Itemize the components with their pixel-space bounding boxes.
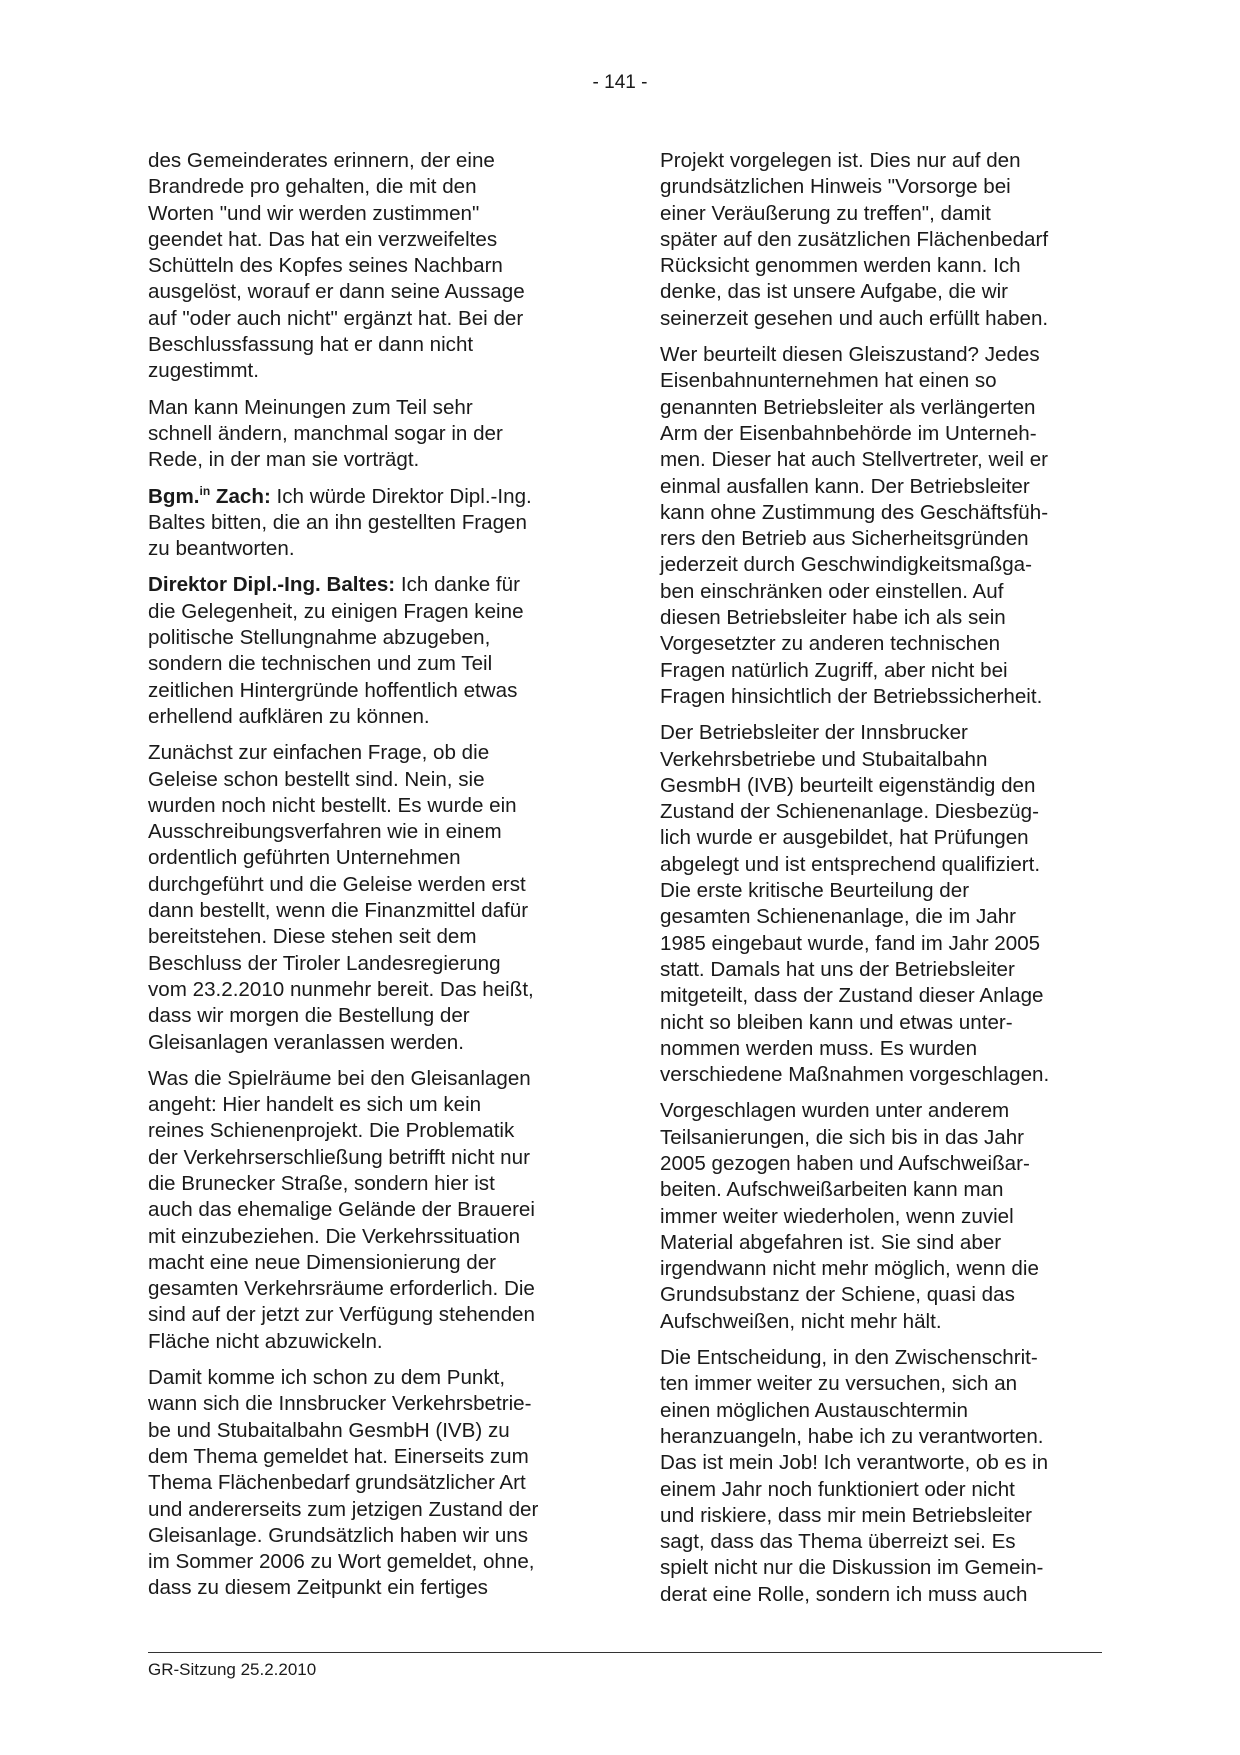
text-line: spielt nicht nur die Diskussion im Gemein- xyxy=(660,1556,1044,1580)
text-line: Thema Flächenbedarf grundsätzlicher Art xyxy=(148,1471,526,1495)
text-line: einen möglichen Austauschtermin xyxy=(660,1398,968,1422)
text-line: seinerzeit gesehen und auch erfüllt haben. xyxy=(660,306,1049,330)
text-line: politische Stellungnahme abzugeben, xyxy=(148,626,491,650)
paragraph xyxy=(148,1066,588,1355)
paragraph xyxy=(148,395,588,474)
text-line: die Brunecker Straße, sondern hier ist xyxy=(148,1171,495,1195)
text-line: zugestimmt. xyxy=(148,359,260,383)
text-line: Beschlussfassung hat er dann nicht xyxy=(148,333,474,357)
text-line: ten immer weiter zu versuchen, sich an xyxy=(660,1372,1018,1396)
text-line: Zunächst zur einfachen Frage, ob die xyxy=(148,741,490,765)
text-line: Zustand der Schienenanlage. Diesbezüg- xyxy=(660,800,1039,824)
text-line: Baltes bitten, die an ihn gestellten Fragen xyxy=(148,510,527,534)
text-line: sondern die technischen und zum Teil xyxy=(148,652,493,676)
text-line: Rede, in der man sie vorträgt. xyxy=(148,448,420,472)
text-line: Projekt vorgelegen ist. Dies nur auf den xyxy=(660,149,1021,172)
text-line: Was die Spielräume bei den Gleisanlagen xyxy=(148,1066,531,1090)
paragraph xyxy=(660,342,1105,710)
text-line: einer Veräußerung zu treffen", damit xyxy=(660,201,991,225)
text-line: Worten "und wir werden zustimmen" xyxy=(148,201,480,225)
text-line: be und Stubaitalbahn GesmbH (IVB) zu xyxy=(148,1418,510,1442)
text-line: auch das ehemalige Gelände der Brauerei xyxy=(148,1198,535,1222)
text-line: wann sich die Innsbrucker Verkehrsbetrie- xyxy=(148,1392,532,1416)
text-line: ordentlich geführten Unternehmen xyxy=(148,846,461,870)
text-line: lich wurde er ausgebildet, hat Prüfungen xyxy=(660,826,1029,850)
text-line: die Gelegenheit, zu einigen Fragen keine xyxy=(148,599,524,623)
text-line: Vorgeschlagen wurden unter anderem xyxy=(660,1099,1010,1123)
text-line: Grundsubstanz der Schiene, quasi das xyxy=(660,1283,1015,1307)
footer-divider xyxy=(148,1652,1102,1653)
text-line: mitgeteilt, dass der Zustand dieser Anlage xyxy=(660,984,1044,1008)
text-line: ausgelöst, worauf er dann seine Aussage xyxy=(148,280,525,304)
text-line: immer weiter wiederholen, wenn zuviel xyxy=(660,1204,1014,1228)
text-line: irgendwann nicht mehr möglich, wenn die xyxy=(660,1257,1039,1281)
text-line: Man kann Meinungen zum Teil sehr xyxy=(148,395,473,419)
text-line: sind auf der jetzt zur Verfügung stehenden xyxy=(148,1303,535,1327)
text-line: statt. Damals hat uns der Betriebsleiter xyxy=(660,957,1015,981)
text-line: des Gemeinderates erinnern, der eine xyxy=(148,149,495,172)
text-line: und riskiere, dass mir mein Betriebsleiter xyxy=(660,1503,1032,1527)
text-line: angeht: Hier handelt es sich um kein xyxy=(148,1093,482,1117)
text-line: auf "oder auch nicht" ergänzt hat. Bei der xyxy=(148,306,524,330)
text-line: nicht so bleiben kann und etwas unter- xyxy=(660,1010,1013,1034)
text-line: einem Jahr noch funktioniert oder nicht xyxy=(660,1477,1015,1501)
text-line: Fragen hinsichtlich der Betriebssicherheit. xyxy=(660,684,1043,708)
text-line: dem Thema gemeldet hat. Einerseits zum xyxy=(148,1444,529,1468)
text-line: gesamten Schienenanlage, die im Jahr xyxy=(660,905,1017,929)
footer-session-date: GR-Sitzung 25.2.2010 xyxy=(148,1660,317,1679)
text-line: rers den Betrieb aus Sicherheitsgründen xyxy=(660,527,1029,551)
text-line: heranzuangeln, habe ich zu verantworten. xyxy=(660,1424,1044,1448)
page-number: - 141 - xyxy=(592,72,648,93)
paragraph-speaker-baltes: Direktor Dipl.-Ing. Baltes: Ich danke für die Gelegenheit, zu einigen Fragen keine politische Stellungnahme abzugeben, sondern die technischen und zum Teil zeitlichen Hintergründe hoffentlich etwas erhellend aufklären zu können. xyxy=(148,573,524,728)
text-line: Gleisanlage. Grundsätzlich haben wir uns xyxy=(148,1523,529,1547)
text-line: denke, das ist unsere Aufgabe, die wir xyxy=(660,280,1009,304)
right-column xyxy=(660,148,1105,1618)
text-line: dass wir morgen die Bestellung der xyxy=(148,1004,470,1028)
text-line: 1985 eingebaut wurde, fand im Jahr 2005 xyxy=(660,931,1041,955)
paragraph xyxy=(148,740,588,1056)
text-line: Vorgesetzter zu anderen technischen xyxy=(660,632,1001,656)
paragraph xyxy=(660,148,1105,332)
text-line: beiten. Aufschweißarbeiten kann man xyxy=(660,1178,1004,1202)
text-line: wurden noch nicht bestellt. Es wurde ein xyxy=(148,793,517,817)
text-line: verschiedene Maßnahmen vorgeschlagen. xyxy=(660,1063,1050,1087)
text-line: geendet hat. Das hat ein verzweifeltes xyxy=(148,227,498,251)
text-line: Aufschweißen, nicht mehr hält. xyxy=(660,1309,942,1333)
text-line: Die Entscheidung, in den Zwischenschrit- xyxy=(660,1346,1038,1370)
text-line: nommen werden muss. Es wurden xyxy=(660,1036,978,1060)
text-line: gesamten Verkehrsräume erforderlich. Die xyxy=(148,1277,535,1301)
paragraph xyxy=(660,720,1105,1088)
text-line: dann bestellt, wenn die Finanzmittel dafür xyxy=(148,899,529,923)
text-line: GesmbH (IVB) beurteilt eigenständig den xyxy=(660,773,1036,797)
text-line: vom 23.2.2010 nunmehr bereit. Das heißt, xyxy=(148,977,534,1001)
text-line: durchgeführt und die Geleise werden erst xyxy=(148,872,526,896)
text-line: diesen Betriebsleiter habe ich als sein xyxy=(660,606,1006,630)
text-line: Schütteln des Kopfes seines Nachbarn xyxy=(148,254,503,278)
text-line: dass zu diesem Zeitpunkt ein fertiges xyxy=(148,1576,488,1600)
text-line: Material abgefahren ist. Sie sind aber xyxy=(660,1230,1002,1254)
paragraph xyxy=(148,148,588,385)
text-line: zu beantworten. xyxy=(148,537,295,561)
text-line: Beschluss der Tiroler Landesregierung xyxy=(148,951,501,975)
text-line: ben einschränken oder einstellen. Auf xyxy=(660,579,1004,603)
text-line: Fragen natürlich Zugriff, aber nicht bei xyxy=(660,658,1008,682)
text-line: Brandrede pro gehalten, die mit den xyxy=(148,175,477,199)
text-line: derat eine Rolle, sondern ich muss auch xyxy=(660,1582,1028,1606)
text-line: Wer beurteilt diesen Gleiszustand? Jedes xyxy=(660,343,1040,367)
paragraph xyxy=(660,1345,1105,1608)
text-line: Eisenbahnunternehmen hat einen so xyxy=(660,369,997,393)
text-line: der Verkehrserschließung betrifft nicht nur xyxy=(148,1145,530,1169)
left-column xyxy=(148,148,588,1612)
speaker-label: Direktor Dipl.-Ing. Baltes: xyxy=(148,573,396,597)
text-line: jederzeit durch Geschwindigkeitsmaßga- xyxy=(660,553,1032,577)
text-line: Teilsanierungen, die sich bis in das Jahr xyxy=(660,1125,1025,1149)
text-line: Rücksicht genommen werden kann. Ich xyxy=(660,254,1021,278)
text-line: Gleisanlagen veranlassen werden. xyxy=(148,1030,464,1054)
text-line: mit einzubeziehen. Die Verkehrssituation xyxy=(148,1224,521,1248)
text-line: reines Schienenprojekt. Die Problematik xyxy=(148,1119,515,1143)
text-line: später auf den zusätzlichen Flächenbedarf xyxy=(660,227,1049,251)
text-line: Die erste kritische Beurteilung der xyxy=(660,879,970,903)
text-line: schnell ändern, manchmal sogar in der xyxy=(148,421,503,445)
paragraph-speaker-zach: Bgm.$^{in}$ Zach: Ich würde Direktor Dipl.-Ing. Baltes bitten, die an ihn gestellten Fragen zu beantworten. xyxy=(148,483,532,561)
text-line: abgelegt und ist entsprechend qualifiziert. xyxy=(660,852,1041,876)
text-line: men. Dieser hat auch Stellvertreter, weil er xyxy=(660,448,1049,472)
text-line: kann ohne Zustimmung des Geschäftsfüh- xyxy=(660,500,1049,524)
text-line: und andererseits zum jetzigen Zustand der xyxy=(148,1497,539,1521)
paragraph xyxy=(148,1365,588,1602)
text-line: bereitstehen. Diese stehen seit dem xyxy=(148,925,477,949)
text-line: Damit komme ich schon zu dem Punkt, xyxy=(148,1366,506,1390)
text-line: 2005 gezogen haben und Aufschweißar- xyxy=(660,1151,1030,1175)
text-line: im Sommer 2006 zu Wort gemeldet, ohne, xyxy=(148,1550,535,1574)
text-line: Fläche nicht abzuwickeln. xyxy=(148,1329,383,1353)
text-line: Arm der Eisenbahnbehörde im Unterneh- xyxy=(660,421,1037,445)
text-line: macht eine neue Dimensionierung der xyxy=(148,1250,497,1274)
text-line: erhellend aufklären zu können. xyxy=(148,704,430,728)
text-line: Der Betriebsleiter der Innsbrucker xyxy=(660,721,968,745)
speaker-label: Bgm.$^{in}$ Zach: xyxy=(148,483,271,508)
text-line: Verkehrsbetriebe und Stubaitalbahn xyxy=(660,747,988,771)
text-line: einmal ausfallen kann. Der Betriebsleiter xyxy=(660,474,1030,498)
text-line: genannten Betriebsleiter als verlängerten xyxy=(660,395,1036,419)
text-line: sagt, dass das Thema überreizt sei. Es xyxy=(660,1530,1016,1554)
paragraph xyxy=(660,1098,1105,1335)
text-line: zeitlichen Hintergründe hoffentlich etwas xyxy=(148,678,518,702)
text-line: Das ist mein Job! Ich verantworte, ob es in xyxy=(660,1451,1049,1475)
text-line: grundsätzlichen Hinweis "Vorsorge bei xyxy=(660,175,1011,199)
text-line: Geleise schon bestellt sind. Nein, sie xyxy=(148,767,485,791)
text-line: Ausschreibungsverfahren wie in einem xyxy=(148,820,502,844)
